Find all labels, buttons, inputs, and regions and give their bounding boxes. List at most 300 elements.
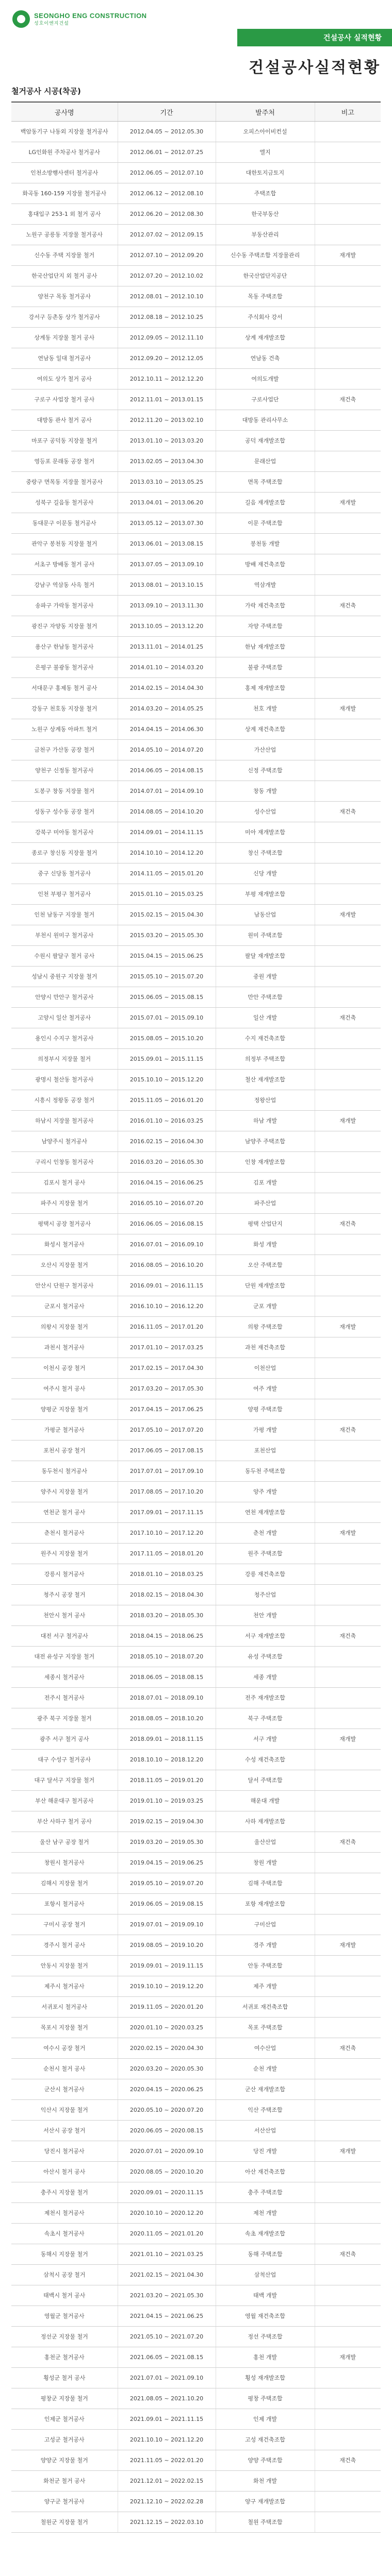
cell-project-name: 서귀포시 철거공사 xyxy=(11,1997,118,2018)
cell-period: 2015.10.10 ~ 2015.12.20 xyxy=(118,1070,216,1090)
table-row xyxy=(11,802,381,822)
cell-client: 홍천 개발 xyxy=(216,2347,315,2368)
cell-client: 역삼개발 xyxy=(216,575,315,596)
cell-project-name: 화곡동 160-159 지장물 철거공사 xyxy=(11,183,118,204)
cell-project-name: 포항시 철거공사 xyxy=(11,1894,118,1914)
cell-project-name: 용산구 한남동 철거공사 xyxy=(11,637,118,657)
table-row xyxy=(11,1234,381,1255)
cell-period: 2013.09.10 ~ 2013.11.30 xyxy=(118,596,216,616)
cell-note xyxy=(315,2100,381,2121)
cell-project-name: 양주시 지장물 철거 xyxy=(11,1482,118,1502)
cell-client: 수성 재건축조합 xyxy=(216,1750,315,1770)
table-row xyxy=(11,1791,381,1811)
table-row xyxy=(11,328,381,348)
cell-period: 2018.11.05 ~ 2019.01.20 xyxy=(118,1770,216,1791)
table-row xyxy=(11,266,381,286)
table-row xyxy=(11,1337,381,1358)
cell-note: 재개발 xyxy=(315,2347,381,2368)
cell-project-name: 동대문구 이문동 철거공사 xyxy=(11,513,118,534)
cell-project-name: 안동시 지장물 철거 xyxy=(11,1956,118,1976)
cell-note xyxy=(315,1461,381,1482)
cell-project-name: LG인화원 주차공사 철거공사 xyxy=(11,142,118,163)
cell-period: 2016.03.20 ~ 2016.05.30 xyxy=(118,1152,216,1173)
cell-note: 재개발 xyxy=(315,699,381,719)
cell-project-name: 한국산업단지 외 철거 공사 xyxy=(11,266,118,286)
cell-period: 2016.01.10 ~ 2016.03.25 xyxy=(118,1111,216,1131)
cell-note xyxy=(315,225,381,245)
cell-client: 가평 개발 xyxy=(216,1420,315,1440)
table-row xyxy=(11,1626,381,1647)
cell-note xyxy=(315,843,381,863)
cell-period: 2014.07.01 ~ 2014.09.10 xyxy=(118,781,216,802)
table-row xyxy=(11,348,381,369)
cell-note xyxy=(315,2430,381,2450)
cell-period: 2018.03.20 ~ 2018.05.30 xyxy=(118,1605,216,1626)
cell-project-name: 춘천시 철거공사 xyxy=(11,1523,118,1544)
cell-project-name: 연남동 일대 철거공사 xyxy=(11,348,118,369)
cell-client: 청주산업 xyxy=(216,1585,315,1605)
cell-project-name: 정선군 지장물 철거 xyxy=(11,2327,118,2347)
cell-client: 김해 주택조합 xyxy=(216,1873,315,1894)
table-row xyxy=(11,2347,381,2368)
cell-period: 2013.01.10 ~ 2013.03.20 xyxy=(118,431,216,451)
cell-period: 2018.10.10 ~ 2018.12.20 xyxy=(118,1750,216,1770)
cell-project-name: 안산시 단원구 철거공사 xyxy=(11,1276,118,1296)
cell-client: 태백 개발 xyxy=(216,2285,315,2306)
cell-note xyxy=(315,946,381,967)
cell-period: 2015.01.10 ~ 2015.03.25 xyxy=(118,884,216,905)
column-header-note: 비고 xyxy=(315,102,381,122)
cell-period: 2017.10.10 ~ 2017.12.20 xyxy=(118,1523,216,1544)
cell-note xyxy=(315,2224,381,2244)
cell-project-name: 이천시 공장 철거 xyxy=(11,1358,118,1379)
cell-client: 신정 주택조합 xyxy=(216,760,315,781)
cell-project-name: 마포구 공덕동 지장물 철거 xyxy=(11,431,118,451)
table-row xyxy=(11,1028,381,1049)
cell-note xyxy=(315,678,381,699)
table-row xyxy=(11,1544,381,1564)
cell-note xyxy=(315,987,381,1008)
table-row xyxy=(11,1482,381,1502)
cell-period: 2012.09.20 ~ 2012.12.05 xyxy=(118,348,216,369)
table-row xyxy=(11,1070,381,1090)
table-row xyxy=(11,2141,381,2162)
cell-client: 봉천동 개발 xyxy=(216,534,315,554)
cell-note xyxy=(315,1750,381,1770)
cell-project-name: 구로구 사업장 철거 공사 xyxy=(11,389,118,410)
cell-project-name: 서산시 공장 철거 xyxy=(11,2121,118,2141)
table-row xyxy=(11,534,381,554)
cell-note xyxy=(315,1234,381,1255)
cell-project-name: 의왕시 지장물 철거 xyxy=(11,1317,118,1337)
cell-client: 대방동 관리사무소 xyxy=(216,410,315,431)
cell-client: 대한토지금토지 xyxy=(216,163,315,183)
cell-note xyxy=(315,513,381,534)
cell-project-name: 영월군 철거공사 xyxy=(11,2306,118,2327)
cell-note xyxy=(315,1049,381,1070)
table-row xyxy=(11,884,381,905)
table-row xyxy=(11,2121,381,2141)
cell-client: 단원 재개발조합 xyxy=(216,1276,315,1296)
cell-project-name: 고성군 철거공사 xyxy=(11,2430,118,2450)
cell-period: 2018.01.10 ~ 2018.03.25 xyxy=(118,1564,216,1585)
cell-client: 군포 개발 xyxy=(216,1296,315,1317)
cell-period: 2021.06.05 ~ 2021.08.15 xyxy=(118,2347,216,2368)
cell-note: 재건축 xyxy=(315,2244,381,2265)
table-row xyxy=(11,967,381,987)
cell-project-name: 은평구 불광동 철거공사 xyxy=(11,657,118,678)
cell-period: 2018.06.05 ~ 2018.08.15 xyxy=(118,1667,216,1688)
cell-note xyxy=(315,1358,381,1379)
cell-project-name: 과천시 철거공사 xyxy=(11,1337,118,1358)
cell-client: 성수산업 xyxy=(216,802,315,822)
cell-note xyxy=(315,616,381,637)
cell-period: 2014.10.10 ~ 2014.12.20 xyxy=(118,843,216,863)
cell-project-name: 여주시 철거 공사 xyxy=(11,1379,118,1399)
cell-period: 2020.04.15 ~ 2020.06.25 xyxy=(118,2079,216,2100)
cell-project-name: 양천구 목동 철거공사 xyxy=(11,286,118,307)
table-row xyxy=(11,225,381,245)
cell-client: 천안 개발 xyxy=(216,1605,315,1626)
cell-note xyxy=(315,2182,381,2203)
table-row xyxy=(11,1956,381,1976)
cell-note xyxy=(315,204,381,225)
cell-period: 2015.11.05 ~ 2016.01.20 xyxy=(118,1090,216,1111)
cell-note: 재개발 xyxy=(315,2141,381,2162)
table-row xyxy=(11,451,381,472)
table-header-row xyxy=(11,102,381,122)
cell-client: 서산산업 xyxy=(216,2121,315,2141)
cell-project-name: 하남시 지장물 철거공사 xyxy=(11,1111,118,1131)
cell-project-name: 울산 남구 공장 철거 xyxy=(11,1832,118,1853)
cell-client: 서귀포 재건축조합 xyxy=(216,1997,315,2018)
table-row xyxy=(11,493,381,513)
cell-client: 천호 개발 xyxy=(216,699,315,719)
cell-period: 2016.10.10 ~ 2016.12.20 xyxy=(118,1296,216,1317)
cell-project-name: 강서구 등촌동 상가 철거공사 xyxy=(11,307,118,328)
cell-client: 철산 재개발조합 xyxy=(216,1070,315,1090)
cell-project-name: 강남구 역삼동 사옥 철거 xyxy=(11,575,118,596)
cell-client: 연천 재개발조합 xyxy=(216,1502,315,1523)
cell-client: 주식회사 강서 xyxy=(216,307,315,328)
table-row xyxy=(11,1523,381,1544)
cell-note: 재건축 xyxy=(315,389,381,410)
cell-client: 인제 개발 xyxy=(216,2409,315,2430)
cell-project-name: 양평군 지장물 철거 xyxy=(11,1399,118,1420)
cell-note: 재건축 xyxy=(315,802,381,822)
table-row xyxy=(11,245,381,266)
cell-project-name: 성남시 중원구 지장물 철거 xyxy=(11,967,118,987)
cell-period: 2021.04.15 ~ 2021.06.25 xyxy=(118,2306,216,2327)
table-row xyxy=(11,1296,381,1317)
cell-project-name: 고양시 일산 철거공사 xyxy=(11,1008,118,1028)
cell-note xyxy=(315,1770,381,1791)
cell-note: 재개발 xyxy=(315,1317,381,1337)
cell-client: 화성 개발 xyxy=(216,1234,315,1255)
cell-period: 2020.10.10 ~ 2020.12.20 xyxy=(118,2203,216,2224)
cell-period: 2013.08.01 ~ 2013.10.15 xyxy=(118,575,216,596)
cell-period: 2015.09.01 ~ 2015.11.15 xyxy=(118,1049,216,1070)
cell-project-name: 김포시 철거 공사 xyxy=(11,1173,118,1193)
cell-period: 2012.07.02 ~ 2012.09.15 xyxy=(118,225,216,245)
cell-project-name: 동두천시 철거공사 xyxy=(11,1461,118,1482)
cell-client: 이천산업 xyxy=(216,1358,315,1379)
cell-project-name: 홍천군 철거공사 xyxy=(11,2347,118,2368)
cell-client: 충주 주택조합 xyxy=(216,2182,315,2203)
cell-note xyxy=(315,657,381,678)
cell-project-name: 인천소방행사센터 철거공사 xyxy=(11,163,118,183)
table-row xyxy=(11,1770,381,1791)
cell-period: 2012.04.05 ~ 2012.05.30 xyxy=(118,122,216,142)
cell-client: 당진 개발 xyxy=(216,2141,315,2162)
cell-project-name: 영등포 문래동 공장 철거 xyxy=(11,451,118,472)
cell-note xyxy=(315,286,381,307)
table-row xyxy=(11,1894,381,1914)
column-header-client: 발주처 xyxy=(216,102,315,122)
cell-project-name: 용인시 수지구 철거공사 xyxy=(11,1028,118,1049)
cell-project-name: 송파구 가락동 철거공사 xyxy=(11,596,118,616)
table-row xyxy=(11,863,381,884)
cell-client: 남동산업 xyxy=(216,905,315,925)
cell-client: 양구 재개발조합 xyxy=(216,2492,315,2512)
cell-note xyxy=(315,1585,381,1605)
table-row xyxy=(11,2059,381,2079)
cell-project-name: 제천시 철거공사 xyxy=(11,2203,118,2224)
cell-note: 재건축 xyxy=(315,596,381,616)
cell-period: 2017.09.01 ~ 2017.11.15 xyxy=(118,1502,216,1523)
cell-note xyxy=(315,2121,381,2141)
table-row xyxy=(11,1090,381,1111)
table-row xyxy=(11,1379,381,1399)
table-row xyxy=(11,1935,381,1956)
cell-note xyxy=(315,1791,381,1811)
cell-note xyxy=(315,760,381,781)
cell-client: 삼척산업 xyxy=(216,2265,315,2285)
table-row xyxy=(11,678,381,699)
cell-period: 2015.07.01 ~ 2015.09.10 xyxy=(118,1008,216,1028)
cell-project-name: 양구군 철거공사 xyxy=(11,2492,118,2512)
cell-note xyxy=(315,1090,381,1111)
cell-period: 2014.08.05 ~ 2014.10.20 xyxy=(118,802,216,822)
cell-client: 서구 개발 xyxy=(216,1729,315,1750)
cell-period: 2018.07.01 ~ 2018.09.10 xyxy=(118,1688,216,1708)
table-row xyxy=(11,122,381,142)
table-row xyxy=(11,2388,381,2409)
cell-project-name: 시흥시 정왕동 공장 철거 xyxy=(11,1090,118,1111)
cell-period: 2018.08.05 ~ 2018.10.20 xyxy=(118,1708,216,1729)
cell-client: 제주 개발 xyxy=(216,1976,315,1997)
table-row xyxy=(11,410,381,431)
cell-client: 의정부 주택조합 xyxy=(216,1049,315,1070)
table-row xyxy=(11,1214,381,1234)
cell-client: 연남동 건축 xyxy=(216,348,315,369)
cell-note xyxy=(315,1564,381,1585)
cell-client: 주택조합 xyxy=(216,183,315,204)
cell-project-name: 신수동 주택 지장물 철거 xyxy=(11,245,118,266)
cell-period: 2016.07.01 ~ 2016.09.10 xyxy=(118,1234,216,1255)
cell-project-name: 금천구 가산동 공장 철거 xyxy=(11,740,118,760)
cell-period: 2016.08.05 ~ 2016.10.20 xyxy=(118,1255,216,1276)
cell-project-name: 파주시 지장물 철거 xyxy=(11,1193,118,1214)
cell-period: 2012.11.01 ~ 2013.01.15 xyxy=(118,389,216,410)
cell-note xyxy=(315,1997,381,2018)
table-row xyxy=(11,2285,381,2306)
cell-note: 재건축 xyxy=(315,1420,381,1440)
cell-period: 2014.05.10 ~ 2014.07.20 xyxy=(118,740,216,760)
cell-note xyxy=(315,637,381,657)
cell-note xyxy=(315,1255,381,1276)
table-row xyxy=(11,1647,381,1667)
cell-client: 공덕 재개발조합 xyxy=(216,431,315,451)
cell-note xyxy=(315,1708,381,1729)
cell-client: 한남 재개발조합 xyxy=(216,637,315,657)
cell-project-name: 중랑구 면목동 지장물 철거공사 xyxy=(11,472,118,493)
cell-period: 2013.06.01 ~ 2013.08.15 xyxy=(118,534,216,554)
table-row xyxy=(11,369,381,389)
cell-period: 2019.03.20 ~ 2019.05.30 xyxy=(118,1832,216,1853)
cell-period: 2020.05.10 ~ 2020.07.20 xyxy=(118,2100,216,2121)
cell-project-name: 아산시 철거 공사 xyxy=(11,2162,118,2182)
cell-note: 재건축 xyxy=(315,1626,381,1647)
cell-period: 2017.01.10 ~ 2017.03.25 xyxy=(118,1337,216,1358)
cell-project-name: 광진구 자양동 지장물 철거 xyxy=(11,616,118,637)
cell-note xyxy=(315,1276,381,1296)
cell-project-name: 연천군 철거 공사 xyxy=(11,1502,118,1523)
cell-period: 2021.12.01 ~ 2022.02.15 xyxy=(118,2471,216,2492)
cell-period: 2020.01.10 ~ 2020.03.25 xyxy=(118,2018,216,2038)
table-row xyxy=(11,2492,381,2512)
company-logo[interactable] xyxy=(12,10,147,28)
cell-period: 2017.07.01 ~ 2017.09.10 xyxy=(118,1461,216,1482)
cell-note xyxy=(315,2327,381,2347)
table-row xyxy=(11,2203,381,2224)
table-row xyxy=(11,2327,381,2347)
table-row xyxy=(11,1502,381,1523)
cell-period: 2015.02.15 ~ 2015.04.30 xyxy=(118,905,216,925)
logo-text-group xyxy=(34,12,147,26)
cell-client: 안동 주택조합 xyxy=(216,1956,315,1976)
cell-note xyxy=(315,266,381,286)
table-row xyxy=(11,2079,381,2100)
cell-client: 오산 주택조합 xyxy=(216,1255,315,1276)
cell-note xyxy=(315,2079,381,2100)
cell-period: 2016.05.10 ~ 2016.07.20 xyxy=(118,1193,216,1214)
cell-client: 방배 재건축조합 xyxy=(216,554,315,575)
table-row xyxy=(11,1276,381,1296)
cell-project-name: 대전 유성구 지장물 철거 xyxy=(11,1647,118,1667)
cell-project-name: 김해시 지장물 철거 xyxy=(11,1873,118,1894)
cell-project-name: 속초시 철거공사 xyxy=(11,2224,118,2244)
table-row xyxy=(11,740,381,760)
table-row xyxy=(11,513,381,534)
cell-project-name: 구리시 인창동 철거공사 xyxy=(11,1152,118,1173)
cell-note xyxy=(315,1914,381,1935)
cell-note xyxy=(315,1152,381,1173)
cell-project-name: 부산 사하구 철거 공사 xyxy=(11,1811,118,1832)
cell-note xyxy=(315,122,381,142)
cell-period: 2017.04.15 ~ 2017.06.25 xyxy=(118,1399,216,1420)
cell-period: 2012.06.12 ~ 2012.08.10 xyxy=(118,183,216,204)
cell-client: 서구 재개발조합 xyxy=(216,1626,315,1647)
cell-note xyxy=(315,410,381,431)
cell-client: 순천 개발 xyxy=(216,2059,315,2079)
cell-client: 신당 개발 xyxy=(216,863,315,884)
cell-period: 2016.09.01 ~ 2016.11.15 xyxy=(118,1276,216,1296)
cell-period: 2021.01.10 ~ 2021.03.25 xyxy=(118,2244,216,2265)
cell-period: 2012.11.20 ~ 2013.02.10 xyxy=(118,410,216,431)
cell-period: 2020.11.05 ~ 2021.01.20 xyxy=(118,2224,216,2244)
cell-period: 2015.08.05 ~ 2015.10.20 xyxy=(118,1028,216,1049)
cell-project-name: 안양시 만안구 철거공사 xyxy=(11,987,118,1008)
table-row xyxy=(11,1853,381,1873)
cell-project-name: 대구 수성구 철거공사 xyxy=(11,1750,118,1770)
cell-project-name: 제주시 철거공사 xyxy=(11,1976,118,1997)
cell-note xyxy=(315,2388,381,2409)
cell-project-name: 수원시 팔달구 철거 공사 xyxy=(11,946,118,967)
cell-client: 원미 주택조합 xyxy=(216,925,315,946)
table-row xyxy=(11,1317,381,1337)
table-row xyxy=(11,1811,381,1832)
cell-period: 2018.02.15 ~ 2018.04.30 xyxy=(118,1585,216,1605)
cell-period: 2013.11.01 ~ 2014.01.25 xyxy=(118,637,216,657)
table-row xyxy=(11,2018,381,2038)
cell-note xyxy=(315,1688,381,1708)
cell-period: 2013.05.12 ~ 2013.07.30 xyxy=(118,513,216,534)
cell-note xyxy=(315,1028,381,1049)
cell-client: 문래산업 xyxy=(216,451,315,472)
cell-project-name: 광명시 철산동 철거공사 xyxy=(11,1070,118,1090)
table-row xyxy=(11,2038,381,2059)
cell-client: 일산 개발 xyxy=(216,1008,315,1028)
cell-client: 전주 재개발조합 xyxy=(216,1688,315,1708)
cell-client: 여주 개발 xyxy=(216,1379,315,1399)
cell-client: 고성 재건축조합 xyxy=(216,2430,315,2450)
cell-client: 엘지 xyxy=(216,142,315,163)
table-row xyxy=(11,2224,381,2244)
cell-note xyxy=(315,967,381,987)
cell-client: 미아 재개발조합 xyxy=(216,822,315,843)
cell-client: 부평 재개발조합 xyxy=(216,884,315,905)
cell-note xyxy=(315,431,381,451)
cell-client: 신수동 주택조합 지장물관리 xyxy=(216,245,315,266)
table-row xyxy=(11,2182,381,2203)
cell-note xyxy=(315,2492,381,2512)
cell-note xyxy=(315,2368,381,2388)
cell-client: 수지 재건축조합 xyxy=(216,1028,315,1049)
cell-period: 2020.02.15 ~ 2020.04.30 xyxy=(118,2038,216,2059)
cell-period: 2012.06.05 ~ 2012.07.10 xyxy=(118,163,216,183)
cell-period: 2017.08.05 ~ 2017.10.20 xyxy=(118,1482,216,1502)
cell-client: 면목 주택조합 xyxy=(216,472,315,493)
cell-project-name: 강북구 미아동 철거공사 xyxy=(11,822,118,843)
cell-note xyxy=(315,2018,381,2038)
cell-period: 2019.05.10 ~ 2019.07.20 xyxy=(118,1873,216,1894)
cell-client: 강릉 재건축조합 xyxy=(216,1564,315,1585)
cell-client: 만안 주택조합 xyxy=(216,987,315,1008)
table-row xyxy=(11,472,381,493)
cell-note xyxy=(315,1605,381,1626)
cell-project-name: 부산 해운대구 철거공사 xyxy=(11,1791,118,1811)
logo-text: SEONGHO ENG CONSTRUCTION xyxy=(34,12,147,20)
cell-project-name: 종로구 창신동 지장물 철거 xyxy=(11,843,118,863)
cell-period: 2019.06.05 ~ 2019.08.15 xyxy=(118,1894,216,1914)
cell-note: 재개발 xyxy=(315,1729,381,1750)
cell-period: 2013.03.10 ~ 2013.05.25 xyxy=(118,472,216,493)
table-row xyxy=(11,637,381,657)
cell-note: 재건축 xyxy=(315,2450,381,2471)
cell-client: 한국부동산 xyxy=(216,204,315,225)
cell-project-name: 상계동 지장물 철거 공사 xyxy=(11,328,118,348)
